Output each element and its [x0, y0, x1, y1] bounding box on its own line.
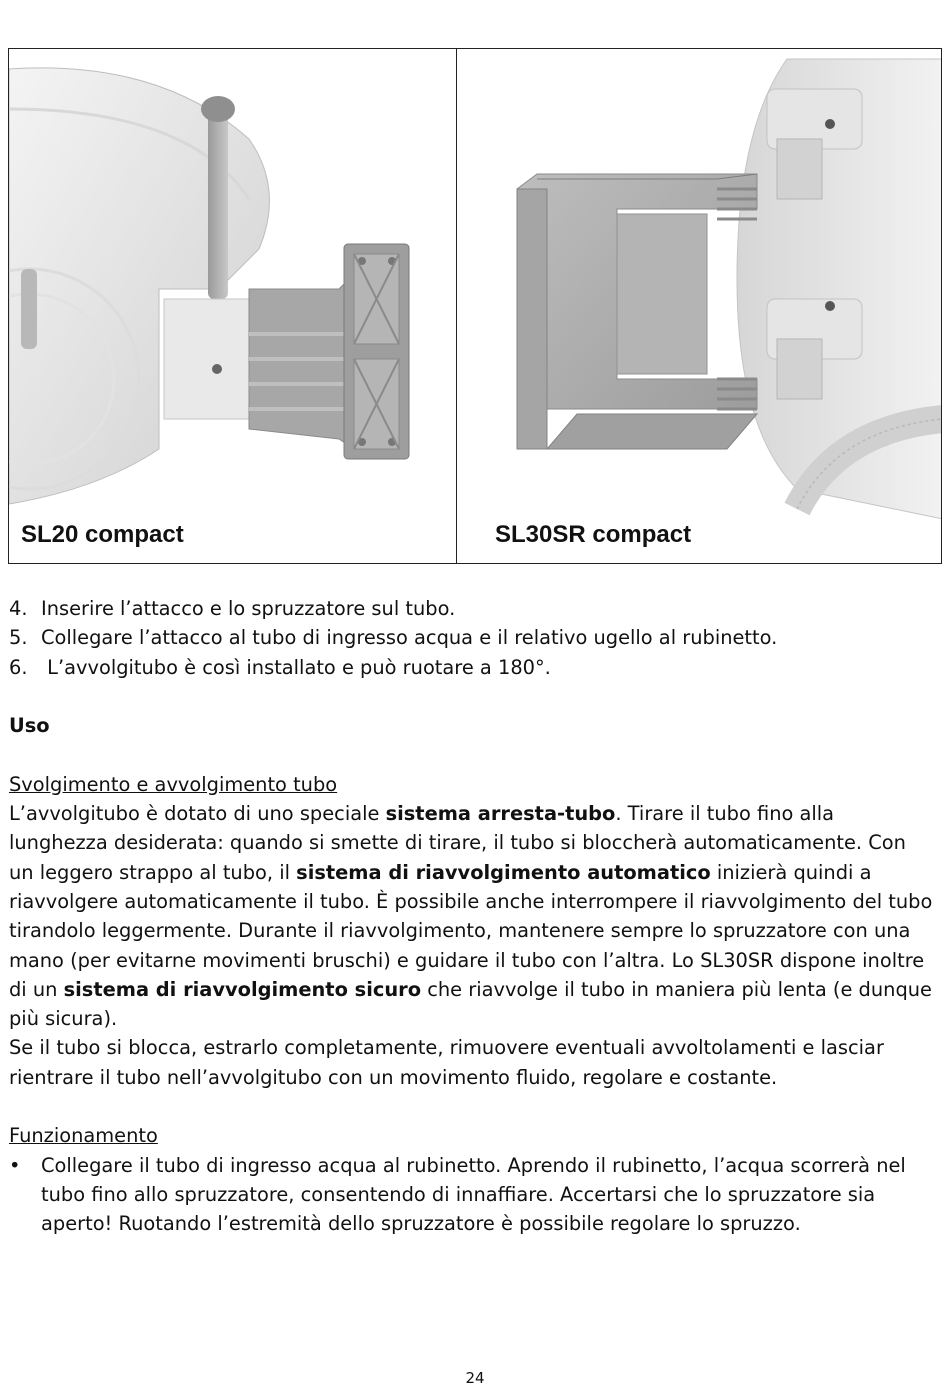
- subsection-title-unwinding: Svolgimento e avvolgimento tubo: [9, 772, 338, 796]
- step-item: [9, 623, 934, 652]
- text-run: che riavvolge il tubo in maniera più lenta (e dunque più sicura).: [9, 977, 932, 1031]
- bold-term-hose-stop: sistema arresta-tubo: [385, 802, 616, 826]
- paragraph-unwinding: [9, 799, 934, 1033]
- sl30sr-wall-bracket-illustration: [457, 49, 941, 563]
- page-number: 24: [465, 1369, 485, 1387]
- figure-panel-sl30sr: [457, 49, 941, 563]
- figure-caption-sl30sr: SL30SR compact: [495, 521, 692, 548]
- installation-steps: [9, 594, 934, 682]
- figure-caption-sl20: SL20 compact: [21, 521, 184, 548]
- body-text: [9, 594, 934, 1239]
- bold-term-safe-rewind: sistema di riavvolgimento sicuro: [63, 977, 422, 1001]
- sl20-wall-bracket-illustration: [9, 49, 456, 563]
- bullet-text: Collegare il tubo di ingresso acqua al rubinetto. Aprendo il rubinetto, l’acqua scorrerà nel tubo fino allo spruzzatore, consentendo di innaffiare. Accertarsi che lo spruzzatore sia aperto! Ruotando l’estremità dello spruzzatore è possibile regolare lo spruzzo.: [41, 1153, 906, 1236]
- product-figure: [8, 48, 942, 564]
- step-text: Collegare l’attacco al tubo di ingresso acqua e il relativo ugello al rubinetto.: [41, 626, 778, 650]
- bullet-symbol: •: [9, 1153, 21, 1177]
- paragraph-blocked-hose: Se il tubo si blocca, estrarlo completamente, rimuovere eventuali avvoltolamenti e lasciar rientrare il tubo nell’avvolgitubo con un movimento fluido, regolare e costante.: [9, 1036, 884, 1089]
- step-text: L’avvolgitubo è così installato e può ruotare a 180°.: [41, 655, 551, 679]
- text-run: . Tirare il tubo fino alla lunghezza desiderata: quando si smette di tirare, il tubo si bloccherà automaticamente. Con un leggero strappo al tubo, il: [9, 802, 906, 884]
- step-text: Inserire l’attacco e lo spruzzatore sul tubo.: [41, 597, 456, 620]
- text-run: L’avvolgitubo è dotato di uno speciale: [9, 802, 386, 826]
- list-item: [9, 1151, 934, 1239]
- step-number: 6.: [9, 655, 28, 679]
- figure-panel-sl20: [9, 49, 457, 563]
- step-item: [9, 653, 934, 682]
- step-number: 5.: [9, 626, 28, 650]
- step-number: 4.: [9, 597, 28, 620]
- section-title: Uso: [9, 714, 50, 738]
- step-item: [9, 594, 934, 623]
- text-run: inizierà quindi a riavvolgere automaticamente il tubo. È possibile anche interrompere il riavvolgimento del tubo tirandolo leggermente. Durante il riavvolgimento, mantenere sempre lo spruzzatore con una mano (per evitarne movimenti bruschi) e guidare il tubo con l’altra. Lo SL30SR dispone inoltre di un: [9, 860, 933, 1001]
- subsection-title-operation: Funzionamento: [9, 1124, 158, 1148]
- bold-term-auto-rewind: sistema di riavvolgimento automatico: [296, 860, 711, 884]
